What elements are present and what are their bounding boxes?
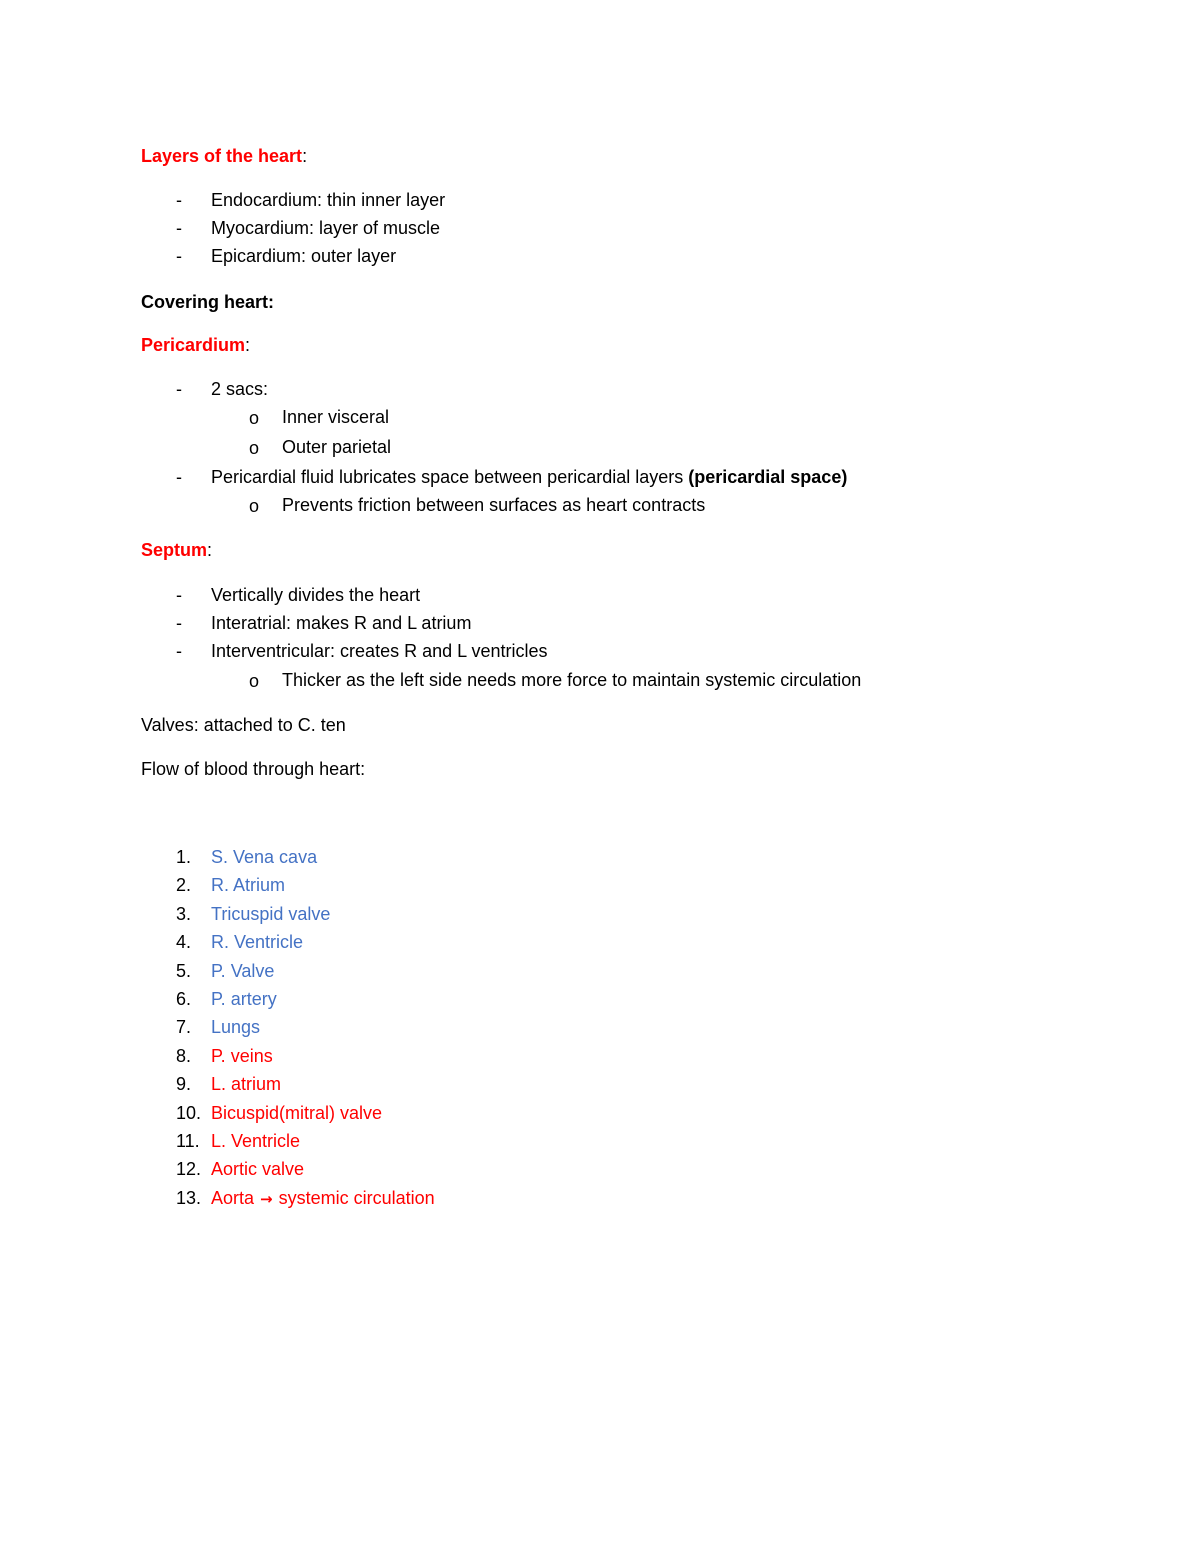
flow-step-text: P. artery: [211, 989, 277, 1009]
flow-step-text: L. Ventricle: [211, 1131, 301, 1151]
bullet-circle: o: [249, 438, 260, 458]
flow-step-text: L. atrium: [211, 1074, 282, 1094]
flow-step: [211, 903, 330, 925]
flow-step-number: 1.: [176, 847, 192, 867]
sac-inner-visceral: Inner visceral: [282, 407, 390, 427]
flow-step-number: 7.: [176, 1017, 192, 1037]
flow-step: [211, 846, 317, 868]
flow-step-text: Bicuspid(mitral) valve: [211, 1103, 383, 1123]
bullet-dash: -: [176, 218, 182, 238]
flow-step-text: S. Vena cava: [211, 847, 318, 867]
flow-step-text: P. veins: [211, 1046, 273, 1066]
flow-step-suffix: systemic circulation: [278, 1188, 435, 1208]
flow-step-number: 4.: [176, 932, 192, 952]
layers-item-epicardium: Epicardium: outer layer: [211, 246, 397, 266]
flow-step: [211, 988, 277, 1010]
flow-step-text: P. Valve: [211, 961, 275, 981]
flow-step-number: 8.: [176, 1046, 192, 1066]
flow-step: [211, 1045, 273, 1067]
flow-step-text: Tricuspid valve: [211, 904, 331, 924]
bullet-dash: -: [176, 190, 182, 210]
pericardial-space-term: (pericardial space): [688, 467, 848, 487]
valves-line: Valves: attached to C. ten: [141, 715, 346, 735]
flow-step-text: R. Ventricle: [211, 932, 304, 952]
septum-heading-colon: :: [207, 540, 213, 560]
layers-heading-text: Layers of the heart: [141, 146, 303, 166]
flow-step-number: 10.: [176, 1103, 202, 1123]
flow-step: [211, 1016, 260, 1038]
flow-step: [211, 874, 285, 896]
flow-step: [211, 1158, 304, 1180]
septum-subitem-thicker: Thicker as the left side needs more force to maintain systemic circulation: [282, 670, 862, 690]
flow-step-number: 12.: [176, 1159, 202, 1179]
septum-heading: [141, 539, 212, 561]
flow-step-text: Lungs: [211, 1017, 261, 1037]
flow-step-number: 2.: [176, 875, 192, 895]
flow-heading: Flow of blood through heart:: [141, 759, 366, 779]
layers-item-endocardium: Endocardium: thin inner layer: [211, 190, 446, 210]
bullet-dash: -: [176, 467, 182, 487]
pericardium-sacs-label: 2 sacs:: [211, 379, 269, 399]
pericardium-heading-text: Pericardium: [141, 335, 246, 355]
flow-step-number: 13.: [176, 1188, 202, 1208]
flow-step-text: Aorta: [211, 1188, 255, 1208]
flow-step-number: 6.: [176, 989, 192, 1009]
pericardium-heading-colon: :: [245, 335, 251, 355]
bullet-dash: -: [176, 379, 182, 399]
sac-outer-parietal: Outer parietal: [282, 437, 392, 457]
pericardial-fluid-subitem: Prevents friction between surfaces as heart contracts: [282, 495, 706, 515]
flow-step-number: 9.: [176, 1074, 192, 1094]
flow-step-number: 5.: [176, 961, 192, 981]
flow-step: [211, 931, 303, 953]
bullet-dash: -: [176, 613, 182, 633]
flow-step-number: 11.: [176, 1131, 200, 1151]
layers-heading: [141, 145, 307, 167]
flow-step-text: Aortic valve: [211, 1159, 305, 1179]
layers-heading-colon: :: [302, 146, 308, 166]
pericardial-fluid-item: [211, 466, 847, 488]
septum-item-interatrial: Interatrial: makes R and L atrium: [211, 613, 472, 633]
septum-item-vertical: Vertically divides the heart: [211, 585, 421, 605]
septum-item-interventricular: Interventricular: creates R and L ventricles: [211, 641, 548, 661]
bullet-dash: -: [176, 641, 182, 661]
flow-step: [211, 1073, 281, 1095]
bullet-dash: -: [176, 246, 182, 266]
septum-heading-text: Septum: [141, 540, 208, 560]
right-arrow-icon: →: [260, 1190, 273, 1208]
flow-step: [211, 1102, 382, 1124]
flow-step: [211, 960, 274, 982]
flow-step: [211, 1187, 435, 1210]
bullet-circle: o: [249, 671, 260, 691]
flow-step-number: 3.: [176, 904, 192, 924]
bullet-dash: -: [176, 585, 182, 605]
covering-heading: Covering heart:: [141, 292, 275, 312]
bullet-circle: o: [249, 496, 260, 516]
flow-step: [211, 1130, 300, 1152]
flow-step-text: R. Atrium: [211, 875, 286, 895]
pericardial-fluid-text: Pericardial fluid lubricates space between pericardial layers: [211, 467, 689, 487]
pericardium-heading: [141, 334, 250, 356]
bullet-circle: o: [249, 408, 260, 428]
layers-item-myocardium: Myocardium: layer of muscle: [211, 218, 441, 238]
